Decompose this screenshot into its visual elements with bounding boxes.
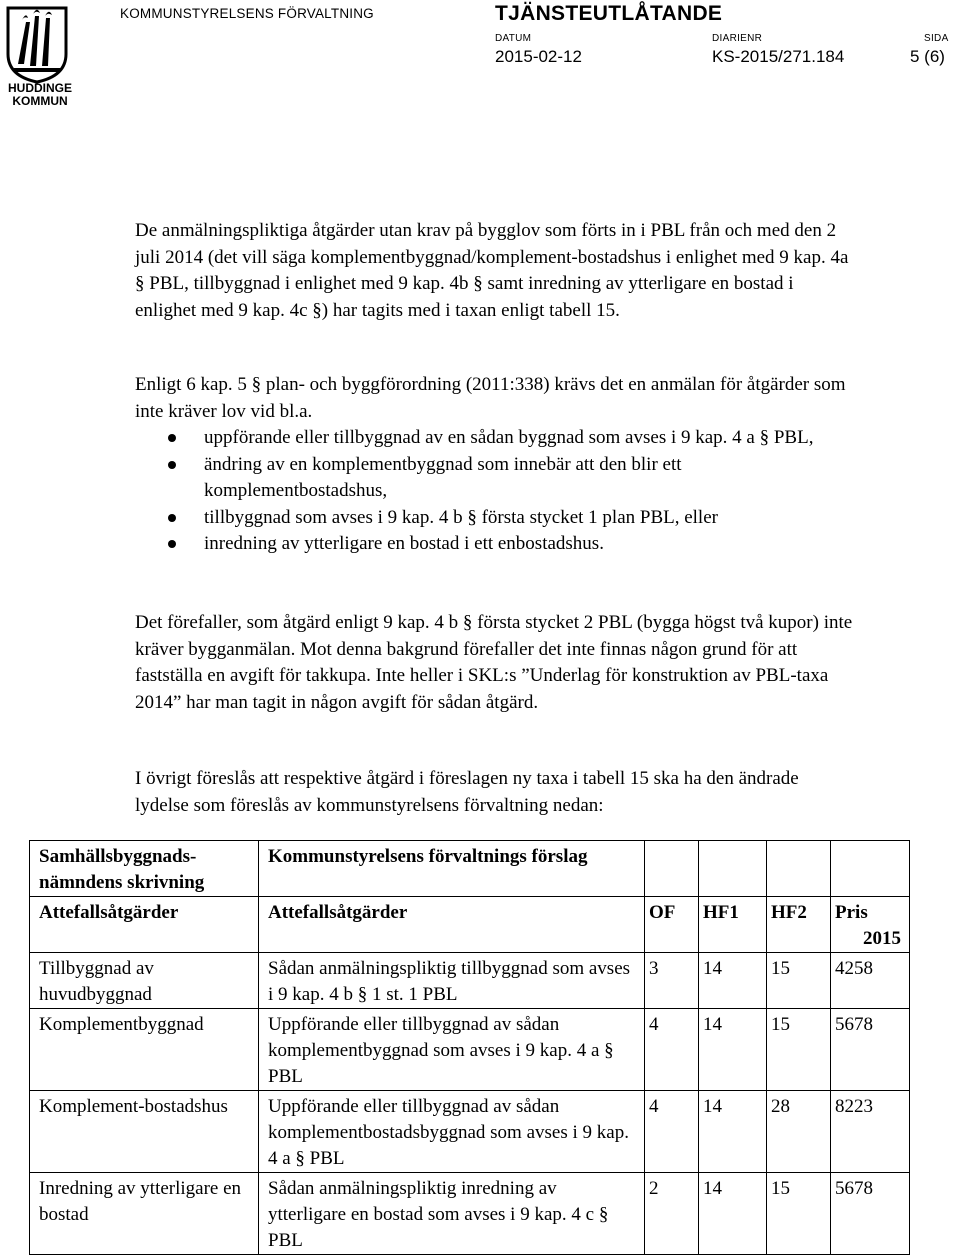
header-cell-pris (831, 897, 910, 953)
cell-hf1: 14 (699, 1091, 767, 1173)
bullet-icon (168, 540, 176, 548)
cell-pris: 5678 (831, 1009, 910, 1091)
bullet-item (135, 531, 855, 558)
header-cell-hf2: HF2 (767, 897, 831, 953)
cell-proposal: Uppförande eller tillbyggnad av sådan komplementbostadsbyggnad som avses i 9 kap. 4 a § PBL (259, 1091, 645, 1173)
header-cell-empty (645, 841, 699, 897)
table-header-row (30, 897, 910, 953)
cell-hf1: 14 (699, 1009, 767, 1091)
bullet-item (135, 505, 855, 532)
bullet-text: uppförande eller tillbyggnad av en sådan byggnad som avses i 9 kap. 4 a § PBL, (204, 427, 814, 448)
header-cell-empty (831, 841, 910, 897)
cell-proposal: Uppförande eller tillbyggnad av sådan komplementbyggnad som avses i 9 kap. 4 a § PBL (259, 1009, 645, 1091)
cell-measure: Tillbyggnad av huvudbyggnad (30, 953, 259, 1009)
cell-hf1: 14 (699, 953, 767, 1009)
bullet-icon (168, 514, 176, 522)
page-label: SIDA (924, 33, 949, 44)
table-row (30, 1009, 910, 1091)
bullet-list (135, 425, 855, 558)
bullet-icon (168, 461, 176, 469)
date-label: DATUM (495, 33, 532, 44)
cell-of: 4 (645, 1091, 699, 1173)
document-type: TJÄNSTEUTLÅTANDE (495, 2, 723, 25)
table-row (30, 1173, 910, 1255)
header-cell-proposal: Kommunstyrelsens förvaltnings förslag (259, 841, 645, 897)
cell-of: 3 (645, 953, 699, 1009)
coat-of-arms-icon (4, 4, 70, 84)
cell-hf2: 28 (767, 1091, 831, 1173)
paragraph-3: Det förefaller, som åtgärd enligt 9 kap. 4 b § första stycket 2 PBL (bygga högst två kupor) inte kräver bygganmälan. Mot denna bakgrund förefaller det inte finnas någon grund för att fastställa en avgift för takkupa. Inte heller i SKL:s ”Underlag för konstruktion av PBL-taxa 2014” har man tagit in någon avgift för sådan åtgärd. (135, 612, 853, 713)
header-cell-attefall-2: Attefallsåtgärder (259, 897, 645, 953)
cell-hf2: 15 (767, 1009, 831, 1091)
cell-of: 2 (645, 1173, 699, 1255)
cell-hf1: 14 (699, 1173, 767, 1255)
paragraph-2: Enligt 6 kap. 5 § plan- och byggförordning (2011:338) krävs det en anmälan för åtgärder som inte kräver lov vid bl.a. (135, 374, 846, 422)
pris-label: Pris (835, 902, 868, 923)
cell-pris: 8223 (831, 1091, 910, 1173)
logo-text-line-1: HUDDINGE (7, 81, 72, 95)
bullet-item (135, 452, 855, 505)
header-cell-council-text: Samhällsbyggnads-nämndens skrivning (30, 841, 259, 897)
header-cell-attefall-1: Attefallsåtgärder (30, 897, 259, 953)
table-row (30, 1091, 910, 1173)
date-value: 2015-02-12 (495, 47, 582, 66)
bullet-text: tillbyggnad som avses i 9 kap. 4 b § första stycket 1 plan PBL, eller (204, 506, 718, 528)
pris-year: 2015 (863, 928, 901, 949)
paragraph-1: De anmälningspliktiga åtgärder utan krav på bygglov som förts in i PBL från och med den 2 juli 2014 (det vill säga komplementbyggnad/komplement-bostadshus i enlighet med 9 kap. 4a § PBL, tillbyggnad i enlighet med 9 kap. 4b § samt inredning av ytterligare en bostad i enlighet med 9 kap. 4c §) har tagits med i taxan enligt tabell 15. (135, 220, 849, 321)
logo-text-line-2: KOMMUN (12, 94, 68, 108)
organization-name: KOMMUNSTYRELSENS FÖRVALTNING (120, 6, 374, 21)
table-row (30, 953, 910, 1009)
cell-measure: Komplementbyggnad (30, 1009, 259, 1091)
huddinge-logo (4, 4, 72, 108)
logo-text (4, 82, 76, 108)
header-cell-hf1: HF1 (699, 897, 767, 953)
header-cell-empty (767, 841, 831, 897)
cell-hf2: 15 (767, 953, 831, 1009)
bullet-text: ändring av en komplementbyggnad som innebär att den blir ett komplementbostadshus, (204, 453, 682, 501)
cell-pris: 4258 (831, 953, 910, 1009)
cell-measure: Inredning av ytterligare en bostad (30, 1173, 259, 1255)
table-header-row (30, 841, 910, 897)
page-value: 5 (6) (910, 47, 945, 66)
cell-pris: 5678 (831, 1173, 910, 1255)
cell-proposal: Sådan anmälningspliktig tillbyggnad som avses i 9 kap. 4 b § 1 st. 1 PBL (259, 953, 645, 1009)
bullet-icon (168, 434, 176, 442)
header-cell-of: OF (645, 897, 699, 953)
paragraph-4: I övrigt föreslås att respektive åtgärd i föreslagen ny taxa i tabell 15 ska ha den ändrade lydelse som föreslås av kommunstyrelsens förvaltning nedan: (135, 768, 799, 816)
bullet-text: inredning av ytterligare en bostad i ett enbostadshus. (204, 533, 604, 554)
cell-proposal: Sådan anmälningspliktig inredning av ytterligare en bostad som avses i 9 kap. 4 c § PBL (259, 1173, 645, 1255)
cell-of: 4 (645, 1009, 699, 1091)
cell-hf2: 15 (767, 1173, 831, 1255)
fee-table (29, 840, 910, 1255)
registration-label: DIARIENR (712, 33, 763, 44)
cell-measure: Komplement-bostadshus (30, 1091, 259, 1173)
registration-value: KS-2015/271.184 (712, 47, 845, 66)
header-cell-empty (699, 841, 767, 897)
bullet-item (135, 425, 855, 452)
